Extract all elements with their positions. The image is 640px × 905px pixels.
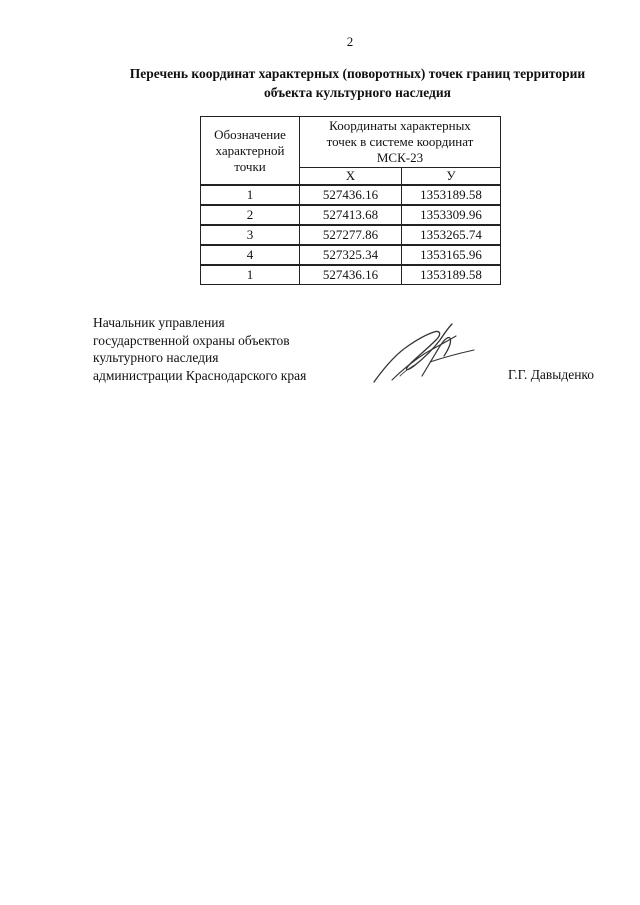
position-line: культурного наследия (93, 350, 219, 365)
table-row (201, 245, 501, 265)
cell-y: 1353189.58 (402, 185, 501, 205)
title-line-2: объекта культурного наследия (264, 85, 451, 100)
header-point-line: Обозначение (214, 126, 286, 142)
cell-x: 527436.16 (300, 265, 402, 285)
cell-x: 527413.68 (300, 205, 402, 225)
table-row (201, 205, 501, 225)
header-point-designation (201, 117, 300, 186)
cell-y: 1353165.96 (402, 245, 501, 265)
table-row (201, 185, 501, 205)
header-coords-line: МСК-23 (376, 150, 424, 165)
header-point-line: характерной (215, 142, 285, 158)
cell-y: 1353309.96 (402, 205, 501, 225)
page-number: 2 (346, 34, 354, 49)
position-line: государственной охраны объектов (93, 332, 290, 348)
header-coords-line: точек в системе координат (326, 134, 474, 149)
position-line: администрации Краснодарского края (93, 367, 307, 383)
signatory-position (93, 314, 306, 384)
coordinates-table (200, 116, 501, 285)
table-row (201, 265, 501, 285)
header-x: Х (300, 168, 402, 186)
signatory-name: Г.Г. Давыденко (508, 367, 595, 382)
cell-point: 2 (201, 205, 300, 225)
title-line-1: Перечень координат характерных (поворотных) точек границ территории (129, 66, 586, 81)
cell-y: 1353189.58 (402, 265, 501, 285)
cell-point: 1 (201, 265, 300, 285)
table-row (201, 225, 501, 245)
header-coords-line: Координаты характерных (329, 118, 471, 133)
cell-point: 3 (201, 225, 300, 245)
handwritten-signature (370, 318, 480, 388)
cell-point: 4 (201, 245, 300, 265)
header-point-line: точки (234, 158, 266, 174)
cell-point: 1 (201, 185, 300, 205)
position-line: Начальник управления (93, 315, 225, 330)
cell-x: 527277.86 (300, 225, 402, 245)
cell-y: 1353265.74 (402, 225, 501, 245)
cell-x: 527436.16 (300, 185, 402, 205)
header-y: У (402, 168, 501, 186)
header-coordinates (300, 117, 501, 168)
document-title (80, 64, 635, 102)
cell-x: 527325.34 (300, 245, 402, 265)
